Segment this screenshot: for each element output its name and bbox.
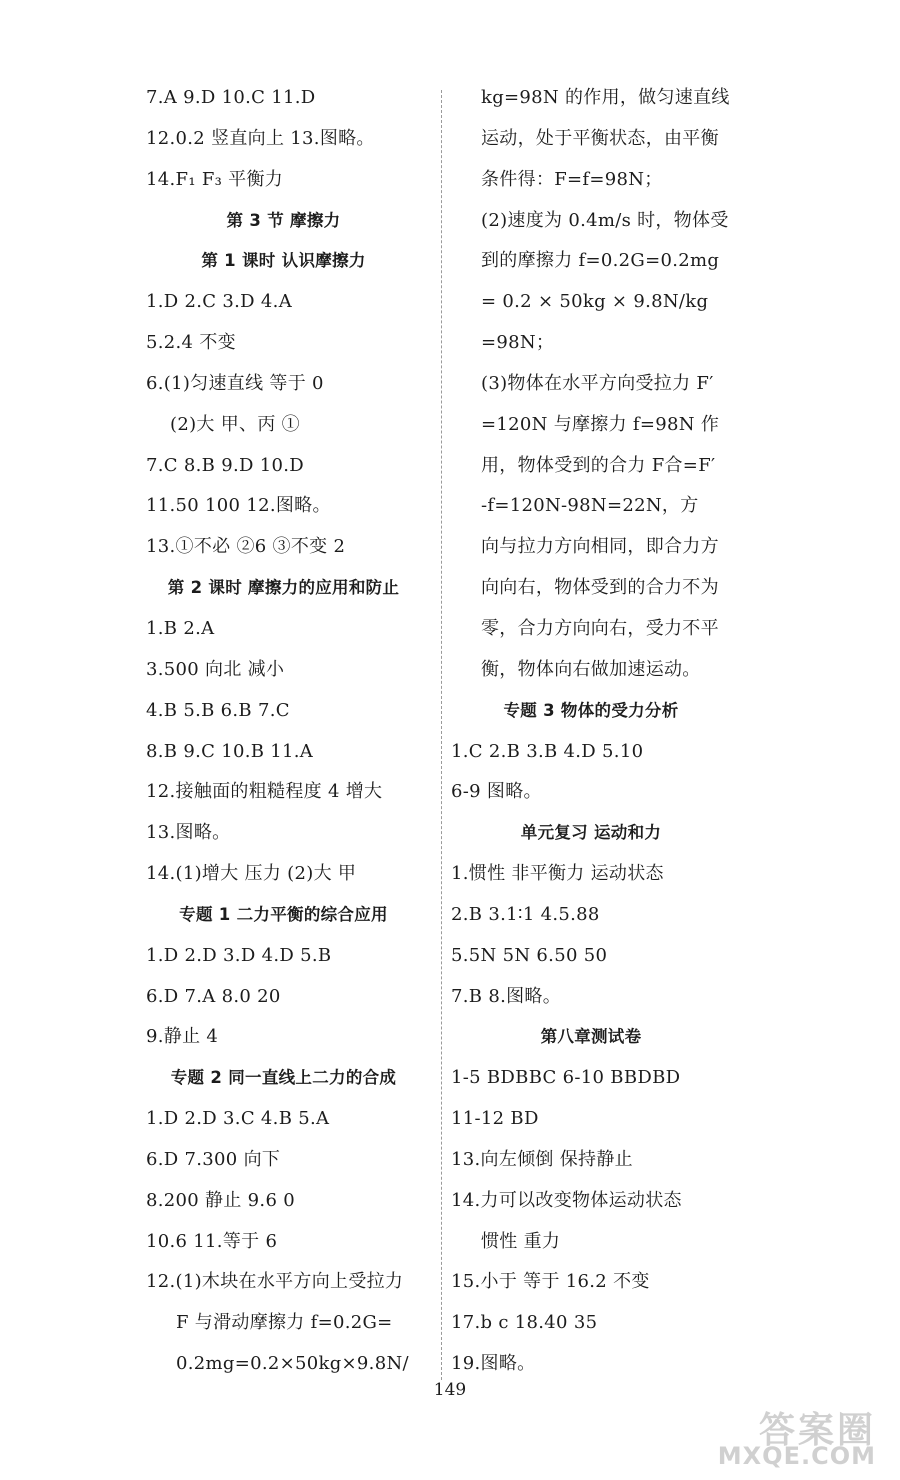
answer-line: 运动，处于平衡状态，由平衡 <box>481 127 719 149</box>
section-heading: 单元复习 运动和力 <box>520 823 662 843</box>
answer-line: 9.静止 4 <box>146 1026 219 1048</box>
section-heading: 第 1 课时 认识摩擦力 <box>201 251 366 271</box>
answer-line: -f=120N-98N=22N，方 <box>481 495 699 517</box>
answer-line: (2)速度为 0.4m/s 时，物体受 <box>481 209 729 231</box>
section-heading: 专题 1 二力平衡的综合应用 <box>179 904 388 924</box>
answer-line: 衡，物体向右做加速运动。 <box>481 658 701 680</box>
answer-line: 6.D 7.A 8.0 20 <box>146 985 281 1007</box>
answer-line: =120N 与摩擦力 f=98N 作 <box>481 413 720 435</box>
answer-line: 1-5 BDBBC 6-10 BBDBD <box>451 1067 681 1089</box>
answer-line: 5.5N 5N 6.50 50 <box>451 944 608 966</box>
answer-line: 19.图略。 <box>451 1353 536 1375</box>
answer-line: 惯性 重力 <box>481 1230 561 1252</box>
answer-line: 14.F₁ F₃ 平衡力 <box>146 168 284 190</box>
answer-line: 4.B 5.B 6.B 7.C <box>146 699 290 721</box>
answer-line: 1.C 2.B 3.B 4.D 5.10 <box>451 740 644 762</box>
answer-line: 1.D 2.D 3.D 4.D 5.B <box>146 944 332 966</box>
answer-line: = 0.2 × 50kg × 9.8N/kg <box>481 291 709 313</box>
answer-line: 向向右，物体受到的合力不为 <box>481 577 719 599</box>
answer-line: 7.A 9.D 10.C 11.D <box>146 87 316 108</box>
answer-line: 0.2mg=0.2×50kg×9.8N/ <box>176 1353 409 1375</box>
answer-line: 7.B 8.图略。 <box>451 985 561 1007</box>
answer-line: 8.200 静止 9.6 0 <box>146 1189 295 1211</box>
answer-line: (3)物体在水平方向受拉力 F′ <box>481 372 714 394</box>
watermark-logo <box>686 1402 886 1472</box>
answer-line: kg=98N 的作用，做匀速直线 <box>481 87 730 108</box>
answer-line: 3.500 向北 减小 <box>146 658 285 680</box>
column-divider <box>441 90 442 1380</box>
section-heading: 专题 3 物体的受力分析 <box>503 700 679 720</box>
answer-line: 条件得：F=f=98N； <box>481 168 663 190</box>
answer-line: 1.D 2.C 3.D 4.A <box>146 291 292 313</box>
section-heading: 第 3 节 摩擦力 <box>226 210 341 230</box>
answer-line: 13.向左倾倒 保持静止 <box>451 1148 633 1170</box>
answer-line: 零，合力方向向右，受力不平 <box>481 617 719 639</box>
answer-line: 用，物体受到的合力 F合=F′ <box>481 454 716 476</box>
answer-line: 14.力可以改变物体运动状态 <box>451 1189 682 1211</box>
answer-line: 15.小于 等于 16.2 不变 <box>451 1271 650 1293</box>
watermark-text: 答案圈 <box>758 1410 876 1451</box>
left-column <box>146 78 431 1385</box>
page-number: 149 <box>433 1380 467 1400</box>
answer-line: 6-9 图略。 <box>451 781 542 803</box>
answer-line: 6.D 7.300 向下 <box>146 1148 281 1170</box>
section-heading: 第八章测试卷 <box>540 1027 642 1047</box>
answer-line: 7.C 8.B 9.D 10.D <box>146 454 304 476</box>
answer-line: 10.6 11.等于 6 <box>146 1230 278 1252</box>
answer-line: 向与拉力方向相同，即合力方 <box>481 536 719 558</box>
answer-line: 13.图略。 <box>146 822 231 844</box>
right-column <box>451 78 741 1385</box>
answer-line: 8.B 9.C 10.B 11.A <box>146 740 314 762</box>
answer-line: 1.B 2.A <box>146 617 215 639</box>
answer-line: 1.D 2.D 3.C 4.B 5.A <box>146 1108 330 1130</box>
answer-line: 11.50 100 12.图略。 <box>146 495 331 517</box>
answer-line: 12.接触面的粗糙程度 4 增大 <box>146 781 383 803</box>
answer-line: F 与滑动摩擦力 f=0.2G= <box>176 1312 393 1334</box>
answer-line: 14.(1)增大 压力 (2)大 甲 <box>146 863 357 885</box>
watermark-url: MXQE.COM <box>717 1442 876 1470</box>
answer-line: 到的摩擦力 f=0.2G=0.2mg <box>481 250 720 272</box>
answer-line: 5.2.4 不变 <box>146 332 236 354</box>
answer-line: 2.B 3.1∶1 4.5.88 <box>451 903 600 925</box>
answer-line: 13.①不必 ②6 ③不变 2 <box>146 536 346 558</box>
answer-line: 6.(1)匀速直线 等于 0 <box>146 372 324 394</box>
section-heading: 第 2 课时 摩擦力的应用和防止 <box>167 578 400 598</box>
answer-line: 17.b c 18.40 35 <box>451 1312 598 1334</box>
answer-line: 1.惯性 非平衡力 运动状态 <box>451 863 664 885</box>
answer-line: (2)大 甲、丙 ① <box>170 413 300 435</box>
answer-line: 12.0.2 竖直向上 13.图略。 <box>146 127 375 149</box>
answer-line: 11-12 BD <box>451 1108 539 1130</box>
section-heading: 专题 2 同一直线上二力的合成 <box>170 1068 397 1088</box>
answer-line: =98N； <box>481 332 555 354</box>
answer-line: 12.(1)木块在水平方向上受拉力 <box>146 1271 404 1293</box>
